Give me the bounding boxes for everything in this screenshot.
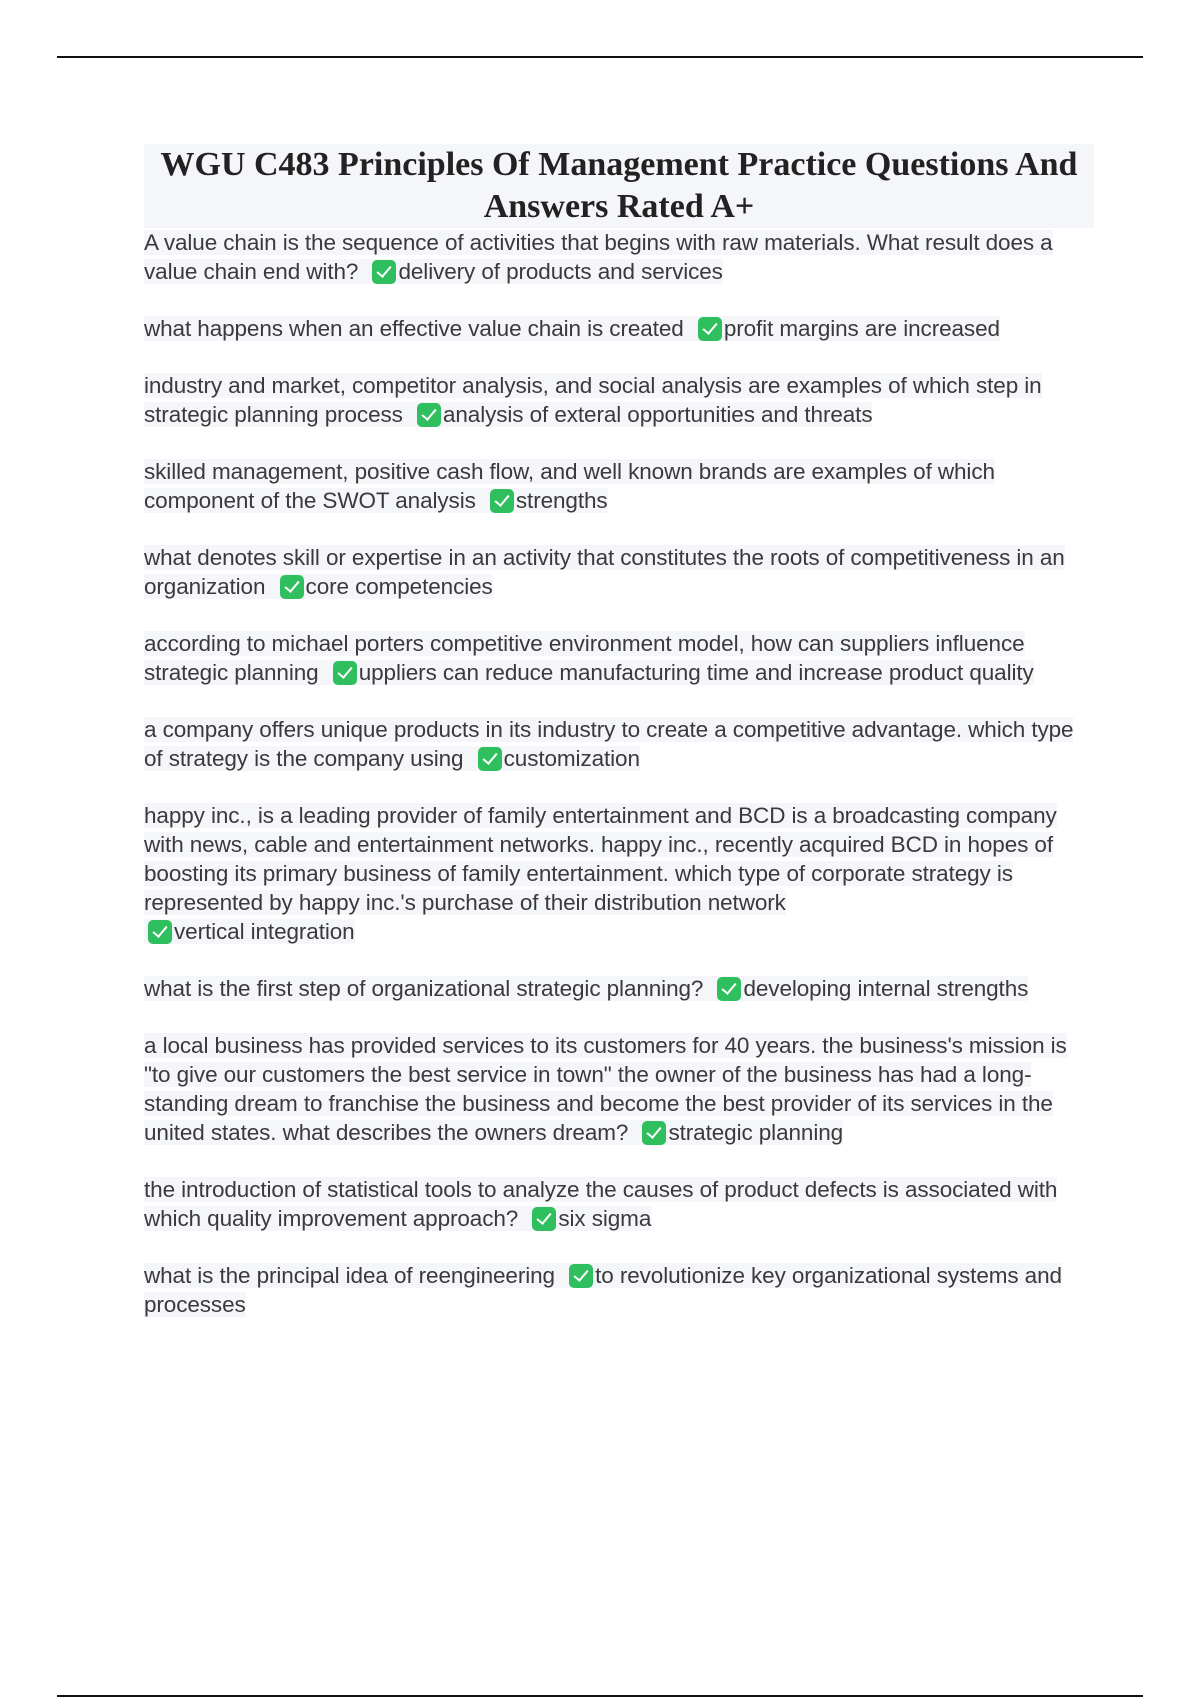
check-icon <box>532 1207 556 1231</box>
check-icon <box>717 977 741 1001</box>
qa-item-text <box>144 316 1000 341</box>
qa-item <box>144 629 1094 687</box>
qa-item <box>144 228 1094 286</box>
qa-item-text <box>144 803 1057 944</box>
answer-text: strengths <box>515 488 608 513</box>
check-icon <box>372 260 396 284</box>
question-text: a company offers unique products in its industry to create a competitive advantage. which type of strategy is the company using <box>144 717 1074 771</box>
answer-text: vertical integration <box>174 919 355 944</box>
document-body <box>144 144 1094 1347</box>
question-text: what denotes skill or expertise in an activity that constitutes the roots of competitiveness in an organization <box>144 545 1065 599</box>
question-text: A value chain is the sequence of activities that begins with raw materials. What result does a value chain end with? <box>144 230 1053 284</box>
qa-item-text <box>144 1033 1067 1145</box>
qa-item-text <box>144 1177 1057 1231</box>
qa-item-text <box>144 976 1028 1001</box>
answer-text: core competencies <box>305 574 493 599</box>
answer-text: to revolutionize key organizational systems and processes <box>144 1263 1062 1317</box>
qa-item <box>144 801 1094 946</box>
qa-item-text <box>144 717 1073 771</box>
answer-text: uppliers can reduce manufacturing time and increase product quality <box>358 660 1034 685</box>
check-icon <box>333 661 357 685</box>
answer-text: six sigma <box>558 1206 652 1231</box>
check-icon <box>569 1264 593 1288</box>
qa-item <box>144 457 1094 515</box>
question-text: what happens when an effective value chain is created <box>144 316 684 341</box>
answer-text: analysis of exteral opportunities and threats <box>442 402 873 427</box>
answer-text: delivery of products and services <box>398 259 723 284</box>
question-text: according to michael porters competitive environment model, how can suppliers influence strategic planning <box>144 631 1025 685</box>
qa-item <box>144 1175 1094 1233</box>
qa-item <box>144 1031 1094 1147</box>
header-rule <box>57 56 1143 58</box>
qa-item <box>144 371 1094 429</box>
check-icon <box>280 575 304 599</box>
footer-rule <box>57 1695 1143 1697</box>
qa-item-text <box>144 230 1053 284</box>
answer-text: profit margins are increased <box>723 316 1000 341</box>
check-icon <box>642 1121 666 1145</box>
check-icon <box>478 747 502 771</box>
qa-item <box>144 974 1094 1003</box>
qa-item <box>144 715 1094 773</box>
qa-item-text <box>144 373 1042 427</box>
question-text: a local business has provided services to its customers for 40 years. the business's mission is "to give our customers the best service in town" the owner of the business has had a long-standing dream to franchise the business and become the best provider of its services in the united states. what describes the owners dream? <box>144 1033 1067 1145</box>
answer-text: developing internal strengths <box>743 976 1029 1001</box>
answer-text: customization <box>503 746 640 771</box>
check-icon <box>698 317 722 341</box>
document-title: WGU C483 Principles Of Management Practice Questions And Answers Rated A+ <box>144 144 1094 228</box>
question-text: what is the principal idea of reengineering <box>144 1263 555 1288</box>
check-icon <box>148 920 172 944</box>
qa-item-text <box>144 1263 1062 1317</box>
question-text: industry and market, competitor analysis, and social analysis are examples of which step in strategic planning process <box>144 373 1042 427</box>
qa-item-text <box>144 545 1065 599</box>
check-icon <box>417 403 441 427</box>
qa-item-text <box>144 459 995 513</box>
question-text: skilled management, positive cash flow, and well known brands are examples of which component of the SWOT analysis <box>144 459 995 513</box>
qa-item <box>144 543 1094 601</box>
qa-item <box>144 1261 1094 1319</box>
qa-item <box>144 314 1094 343</box>
qa-item-text <box>144 631 1034 685</box>
question-text: what is the first step of organizational strategic planning? <box>144 976 704 1001</box>
qa-list <box>144 228 1094 1319</box>
question-text: happy inc., is a leading provider of family entertainment and BCD is a broadcasting company with news, cable and entertainment networks. happy inc., recently acquired BCD in hopes of boosting its primary business of family entertainment. which type of corporate strategy is represented by happy inc.'s purchase of their distribution network <box>144 803 1057 915</box>
answer-text: strategic planning <box>668 1120 844 1145</box>
check-icon <box>490 489 514 513</box>
question-text: the introduction of statistical tools to analyze the causes of product defects is associated with which quality improvement approach? <box>144 1177 1058 1231</box>
